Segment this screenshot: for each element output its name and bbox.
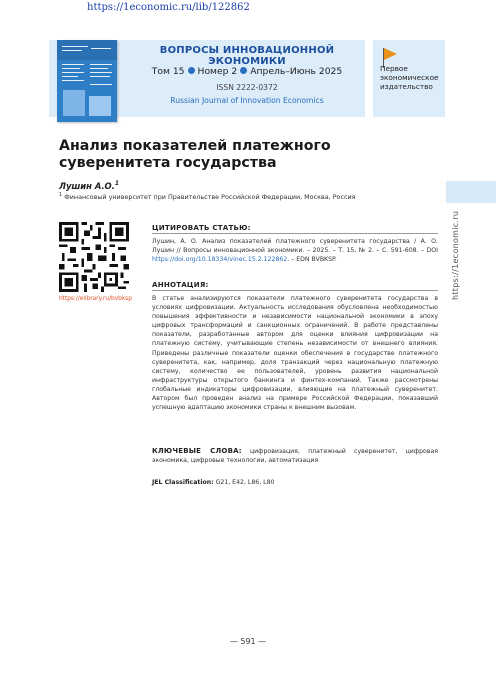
- number-label: Номер 2: [197, 66, 238, 77]
- qr-code-icon: [59, 222, 129, 292]
- keywords-heading: КЛЮЧЕВЫЕ СЛОВА:: [152, 447, 242, 455]
- citation-text: Лушин, А. О. Анализ показателей платежного суверенитета государства / А. О. Лушин // Вопросы инновационной экономики. – 2025. – Т. 15, № 2. – С. 591-608. – DOI https://doi.org/10.18334/vinec.15.2.122862. – EDN BVBKSP.: [152, 238, 438, 264]
- divider: [152, 290, 438, 291]
- keywords-text: цифровизация, платежный суверенитет, цифровая экономика, цифровые технологии, автоматизация: [152, 448, 438, 465]
- abstract-text: В статье анализируются показатели платежного суверенитета государства в условиях цифровизации. Актуальность исследования обусловлена необходимостью повышения эффективности и независимости национальной экономики в эпоху цифровых трансформаций и санкционных ограничений. В работе представлены показатели, разработанные автором для оценки влияния цифровизации на платежную систему, учитывающие степень независимости от внешнего влияния. Приведены различные показатели оценки обеспечения в государстве платежного суверенитета, как, например, доля транзакций через национальную платежную систему, количество ее пользователей, уровень развития национальной инфраструктуры открытого банкинга и финтех-компаний. Также рассмотрены глобальные индикаторы цифровизации, влияющие на платежный суверенитет. Автором был проведен анализ на примере Российской Федерации, показавший успешную адаптацию экономики страны к внешним вызовам.: [152, 295, 438, 412]
- publisher-name: Первое экономическое издательство: [380, 64, 439, 91]
- article-title: Анализ показателей платежного суверенитета государства: [59, 138, 331, 171]
- bullet-icon: [188, 67, 195, 74]
- qr-link[interactable]: https://elibrary.ru/bvbksp: [59, 296, 132, 302]
- side-url[interactable]: https://1economic.ru: [451, 210, 460, 300]
- issn: ISSN 2222-0372: [216, 83, 278, 92]
- journal-english-title: Russian Journal of Innovation Economics: [170, 96, 324, 105]
- jel-classification: JEL Classification: G21, E42, L86, L80: [152, 479, 275, 486]
- top-url[interactable]: https://1economic.ru/lib/122862: [87, 2, 250, 13]
- page-number: — 591 —: [229, 637, 267, 646]
- divider: [152, 233, 438, 234]
- abstract-heading: АННОТАЦИЯ:: [152, 280, 209, 289]
- journal-title: ВОПРОСЫ ИННОВАЦИОННОЙ ЭКОНОМИКИ: [159, 45, 335, 67]
- doi-link[interactable]: https://doi.org/10.18334/vinec.15.2.122862: [152, 256, 288, 264]
- bullet-icon: [240, 67, 247, 74]
- affiliation: $^1$ Финансовый университет при Правительстве Российской Федерации, Москва, Россия: [59, 192, 356, 202]
- cite-heading: ЦИТИРОВАТЬ СТАТЬЮ:: [152, 223, 251, 232]
- journal-cover-image: [57, 40, 117, 122]
- issue-line: [129, 66, 365, 77]
- volume-label: Том 15: [151, 66, 185, 77]
- author: Лушин А.О.$^1$: [59, 180, 120, 191]
- keywords: [152, 447, 438, 465]
- period-label: Апрель–Июнь 2025: [250, 66, 343, 77]
- flag-icon: [384, 48, 397, 60]
